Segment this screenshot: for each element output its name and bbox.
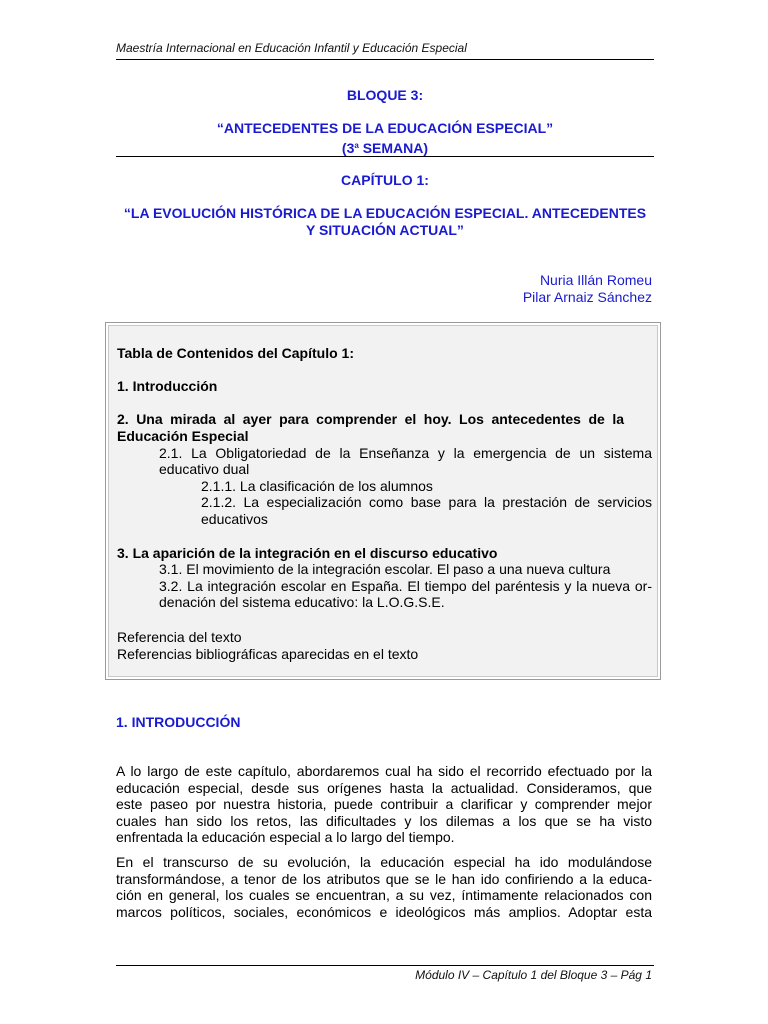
week-superscript: a bbox=[354, 141, 359, 150]
week-number: (3 bbox=[341, 140, 355, 156]
running-header: Maestría Internacional en Educación Infantil y Educación Especial bbox=[116, 41, 467, 55]
author-name: Nuria Illán Romeu bbox=[539, 272, 652, 288]
toc-subitem: denación del sistema educativo: la L.O.G.S.E. bbox=[159, 594, 445, 610]
toc-item: 1. Introducción bbox=[117, 378, 218, 394]
paragraph-line: ción en general, los cuales se encuentran, a su vez, íntimamente relacionados con bbox=[116, 887, 652, 903]
toc-subitem: 3.1. El movimiento de la integración escolar. El paso a una nueva cultura bbox=[159, 561, 611, 577]
toc-subitem: 2.1. La Obligatoriedad de la Enseñanza y la emergencia de un sistema bbox=[159, 445, 652, 461]
paragraph-line: A lo largo de este capítulo, abordaremos cual ha sido el recorrido efectuado por la bbox=[116, 763, 652, 779]
toc-item: 2. Una mirada al ayer para comprender el hoy. Los antecedentes de la bbox=[117, 411, 624, 427]
toc-item: Educación Especial bbox=[117, 428, 249, 444]
paragraph-line: cuales han sido los retos, las dificultades y los dilemas a los que se ha visto bbox=[116, 812, 652, 829]
section-heading: 1. INTRODUCCIÓN bbox=[116, 714, 241, 730]
table-of-contents bbox=[105, 322, 661, 680]
toc-heading: Tabla de Contenidos del Capítulo 1: bbox=[117, 345, 354, 361]
paragraph bbox=[116, 854, 652, 920]
header-divider bbox=[116, 59, 654, 60]
chapter-title-line2: Y SITUACIÓN ACTUAL” bbox=[306, 222, 464, 238]
paragraph-line: transformándose, a tenor de los atributos que se le han ido confiriendo a la educa- bbox=[116, 870, 652, 887]
footer-divider bbox=[116, 965, 654, 966]
paragraph-line: marcos políticos, sociales, económicos e ideológicos más amplios. Adoptar esta bbox=[116, 903, 652, 920]
paragraph-line: educación especial, desde sus orígenes hasta la actualidad. Consideramos, que bbox=[116, 779, 652, 796]
toc-subitem: 2.1.2. La especialización como base para la prestación de servicios bbox=[201, 494, 652, 510]
paragraph-line: En el transcurso de su evolución, la educación especial ha ido modulándose bbox=[116, 854, 652, 870]
toc-reference: Referencias bibliográficas aparecidas en el texto bbox=[117, 646, 419, 662]
author-name: Pilar Arnaiz Sánchez bbox=[522, 289, 652, 305]
paragraph-line: enfrentada la educación especial a lo largo del tiempo. bbox=[116, 829, 455, 845]
toc-subitem: educativo dual bbox=[159, 461, 250, 477]
paragraph bbox=[116, 763, 652, 846]
block-week bbox=[116, 137, 654, 157]
toc-item: 3. La aparición de la integración en el discurso educativo bbox=[117, 545, 498, 561]
toc-subitem: 3.2. La integración escolar en España. El tiempo del paréntesis y la nueva or- bbox=[159, 578, 652, 594]
toc-reference: Referencia del texto bbox=[117, 629, 242, 645]
page-footer: Módulo IV – Capítulo 1 del Bloque 3 – Pág 1 bbox=[415, 968, 652, 982]
toc-subitem: educativos bbox=[201, 511, 268, 527]
paragraph-line: este paseo por nuestra historia, puede contribuir a clarificar y comprender mejor bbox=[116, 796, 652, 812]
week-label: SEMANA) bbox=[358, 140, 429, 156]
chapter-title-line1: “LA EVOLUCIÓN HISTÓRICA DE LA EDUCACIÓN ESPECIAL. ANTECEDENTES bbox=[123, 205, 647, 221]
block-label: BLOQUE 3: bbox=[346, 87, 424, 103]
title-divider bbox=[116, 156, 654, 157]
chapter-label: CAPÍTULO 1: bbox=[341, 172, 429, 188]
toc-subitem: 2.1.1. La clasificación de los alumnos bbox=[201, 478, 433, 494]
block-title: “ANTECEDENTES DE LA EDUCACIÓN ESPECIAL” bbox=[216, 120, 554, 136]
